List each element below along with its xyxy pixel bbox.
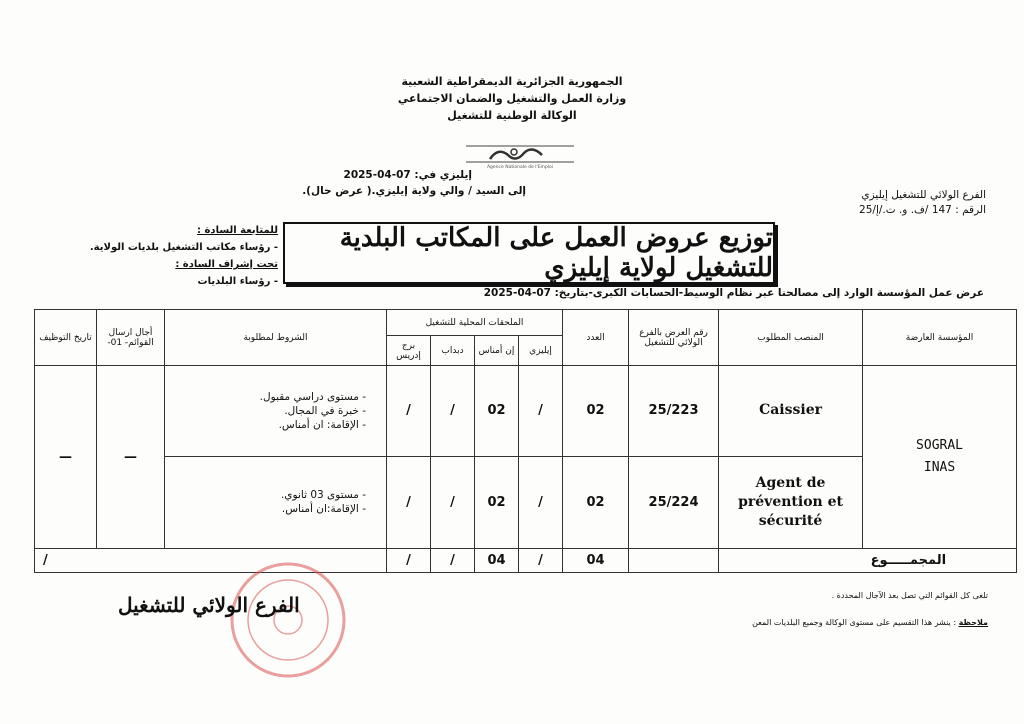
bordj-cell: / <box>387 456 431 548</box>
supervision-heading: تحت إشراف السادة : <box>175 259 278 270</box>
illizi-cell: / <box>519 366 563 456</box>
anem-logo-icon <box>462 137 578 169</box>
logo-caption: Agence Nationale de l'Emploi <box>486 165 554 169</box>
company-name: SOGRAL INAS <box>916 438 964 476</box>
official-stamp <box>228 560 348 680</box>
note-label: ملاحظة <box>958 618 988 627</box>
branch-block <box>859 188 986 218</box>
date-line: إيليزي في: 07-04-2025 <box>343 169 472 181</box>
header-in-amenas: إن أمناس <box>475 336 519 366</box>
header-annexes: الملحقات المحلية للتشغيل <box>387 310 563 336</box>
header-conditions: الشروط لمطلوبة <box>165 310 387 366</box>
header-position: المنصب المطلوب <box>719 310 863 366</box>
header-company: المؤسسة العارضة <box>863 310 1017 366</box>
conditions-cell <box>165 366 387 456</box>
condition-item: - الإقامة:ان أمناس. <box>167 502 366 516</box>
offer-number-cell: 25/224 <box>629 456 719 548</box>
document-title: توزيع عروض العمل على المكاتب البلدية للتشغيل لولاية إيليزي <box>339 223 773 283</box>
document-title-box <box>283 222 775 284</box>
header-bordj: برج إدريس <box>387 336 431 366</box>
in-amenas-cell: 02 <box>475 366 519 456</box>
total-count: 04 <box>563 548 629 572</box>
total-bordj: / <box>387 548 431 572</box>
followup-item: - رؤساء مكاتب التشغيل بلديات الولاية. <box>89 242 278 253</box>
condition-item: - مستوى دراسي مقبول. <box>167 390 366 404</box>
header-hiring-date: تاريخ التوظيف <box>35 310 97 366</box>
signature-title: الفرع الولائي للتشغيل <box>118 593 300 617</box>
total-blank <box>629 548 719 572</box>
condition-item: - الإقامة: ان أمناس. <box>167 418 366 432</box>
position-cell: Agent de prévention et sécurité <box>719 456 863 548</box>
recipient-line: إلى السيد / والي ولاية إيليزي.( عرض حال). <box>302 185 526 197</box>
deadline-cell: — <box>97 366 165 549</box>
bordj-cell: / <box>387 366 431 456</box>
header-debdeb: دبداب <box>431 336 475 366</box>
stamp-seal-icon <box>228 560 348 680</box>
branch-name: الفرع الولائي للتشغيل إيليزي <box>861 189 986 201</box>
supervision-item: - رؤساء البلديات <box>197 276 278 287</box>
total-debdeb: / <box>431 548 475 572</box>
header-offer-number: رقم العرض بالفرع الولائي للتشغيل <box>629 310 719 366</box>
offer-line: عرض عمل المؤسسة الوارد إلى مصالحنا عبر نظام الوسيط-الحسابات الكبرى-بتاريخ: 07-04-2025 <box>483 287 984 299</box>
condition-item: - مستوى 03 ثانوي. <box>167 488 366 502</box>
offers-table <box>34 309 1017 573</box>
header-deadline: أجال ارسال القوائم- 01- <box>97 310 165 366</box>
company-cell <box>863 366 1017 549</box>
header-illizi: إيليزي <box>519 336 563 366</box>
recipient-block <box>302 167 526 199</box>
total-in-amenas: 04 <box>475 548 519 572</box>
debdeb-cell: / <box>431 456 475 548</box>
total-row <box>35 548 1017 572</box>
debdeb-cell: / <box>431 366 475 456</box>
ministry-name: وزارة العمل والتشغيل والضمان الاجتماعي <box>397 92 627 105</box>
position-cell: Caissier <box>719 366 863 456</box>
reference-number: الرقم : 147 /ف. و. ت./إ/25 <box>859 204 986 216</box>
followup-heading: للمتابعة السادة : <box>197 225 278 236</box>
agency-logo <box>462 137 578 169</box>
table-header-row <box>35 310 1017 336</box>
in-amenas-cell: 02 <box>475 456 519 548</box>
agency-name: الوكالة الوطنية للتشغيل <box>447 109 577 122</box>
total-label: المجمـــــوع <box>719 548 1017 572</box>
table-row <box>35 366 1017 456</box>
note-line: تلغى كل القوائم التي تصل بعد الآجال المحددة . <box>831 591 988 600</box>
note-text: : ينشر هذا التقسيم على مستوى الوكالة وجميع البلديات المعن <box>752 618 957 627</box>
notes-block <box>752 582 988 636</box>
count-cell: 02 <box>563 456 629 548</box>
hiring-date-cell: — <box>35 366 97 549</box>
note-line <box>752 609 988 636</box>
illizi-cell: / <box>519 456 563 548</box>
condition-item: - خبرة في المجال. <box>167 404 366 418</box>
total-illizi: / <box>519 548 563 572</box>
total-trailing: / <box>35 548 387 572</box>
republic-name: الجمهورية الجزائرية الديمقراطية الشعبية <box>401 75 623 88</box>
count-cell: 02 <box>563 366 629 456</box>
header-count: العدد <box>563 310 629 366</box>
conditions-cell <box>165 456 387 548</box>
offer-number-cell: 25/223 <box>629 366 719 456</box>
followup-block <box>80 222 278 290</box>
